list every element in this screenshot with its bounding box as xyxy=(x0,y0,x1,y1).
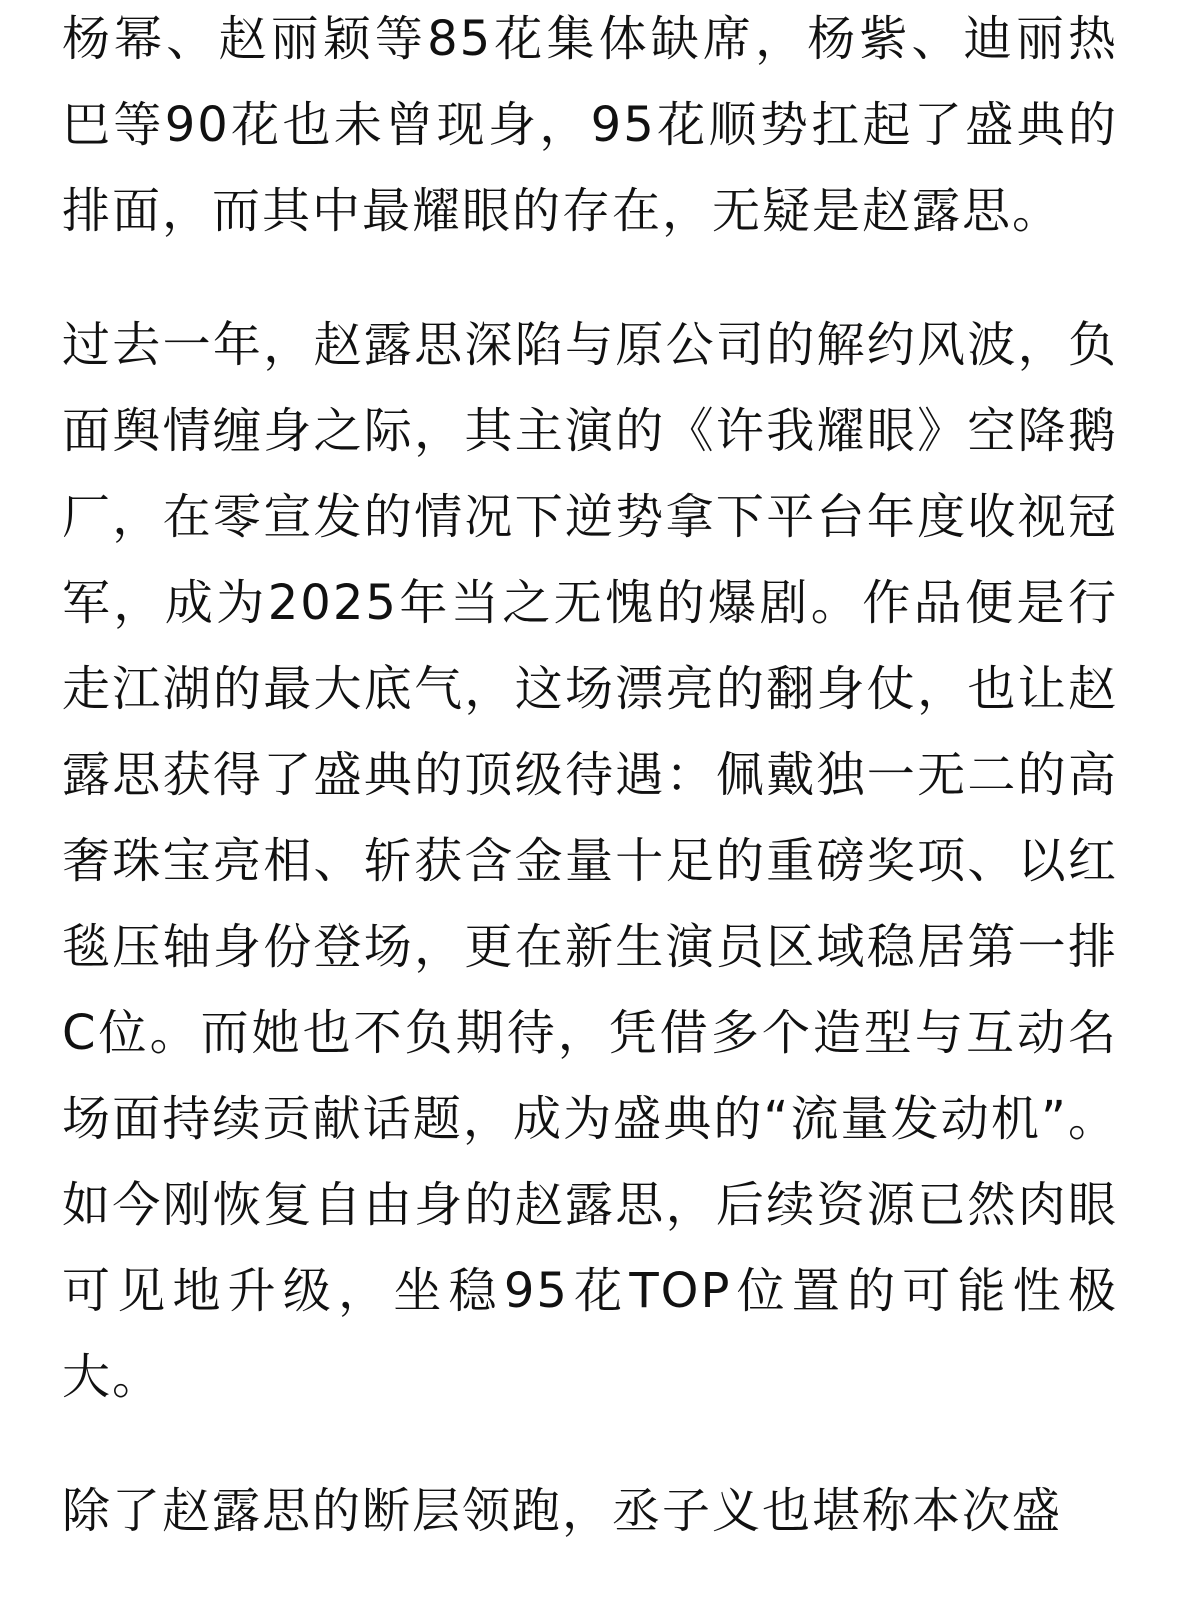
article-paragraph-1: 杨幂、赵丽颖等85花集体缺席，杨紫、迪丽热巴等90花也未曾现身，95花顺势扛起了盛典的排面，而其中最耀眼的存在，无疑是赵露思。 xyxy=(62,11,1118,239)
article-paragraph-3: 除了赵露思的断层领跑，丞子义也堪称本次盛 xyxy=(62,1483,1063,1539)
article-body xyxy=(62,0,1118,1602)
article-paragraph-2: 过去一年，赵露思深陷与原公司的解约风波，负面舆情缠身之际，其主演的《许我耀眼》空降鹅厂，在零宣发的情况下逆势拿下平台年度收视冠军，成为2025年当之无愧的爆剧。作品便是行走江湖的最大底气，这场漂亮的翻身仗，也让赵露思获得了盛典的顶级待遇：佩戴独一无二的高奢珠宝亮相、斩获含金量十足的重磅奖项、以红毯压轴身份登场，更在新生演员区域稳居第一排C位。而她也不负期待，凭借多个造型与互动名场面持续贡献话题，成为盛典的“流量发动机”。如今刚恢复自由身的赵露思，后续资源已然肉眼可见地升级，坐稳95花TOP位置的可能性极大。 xyxy=(62,317,1118,1405)
